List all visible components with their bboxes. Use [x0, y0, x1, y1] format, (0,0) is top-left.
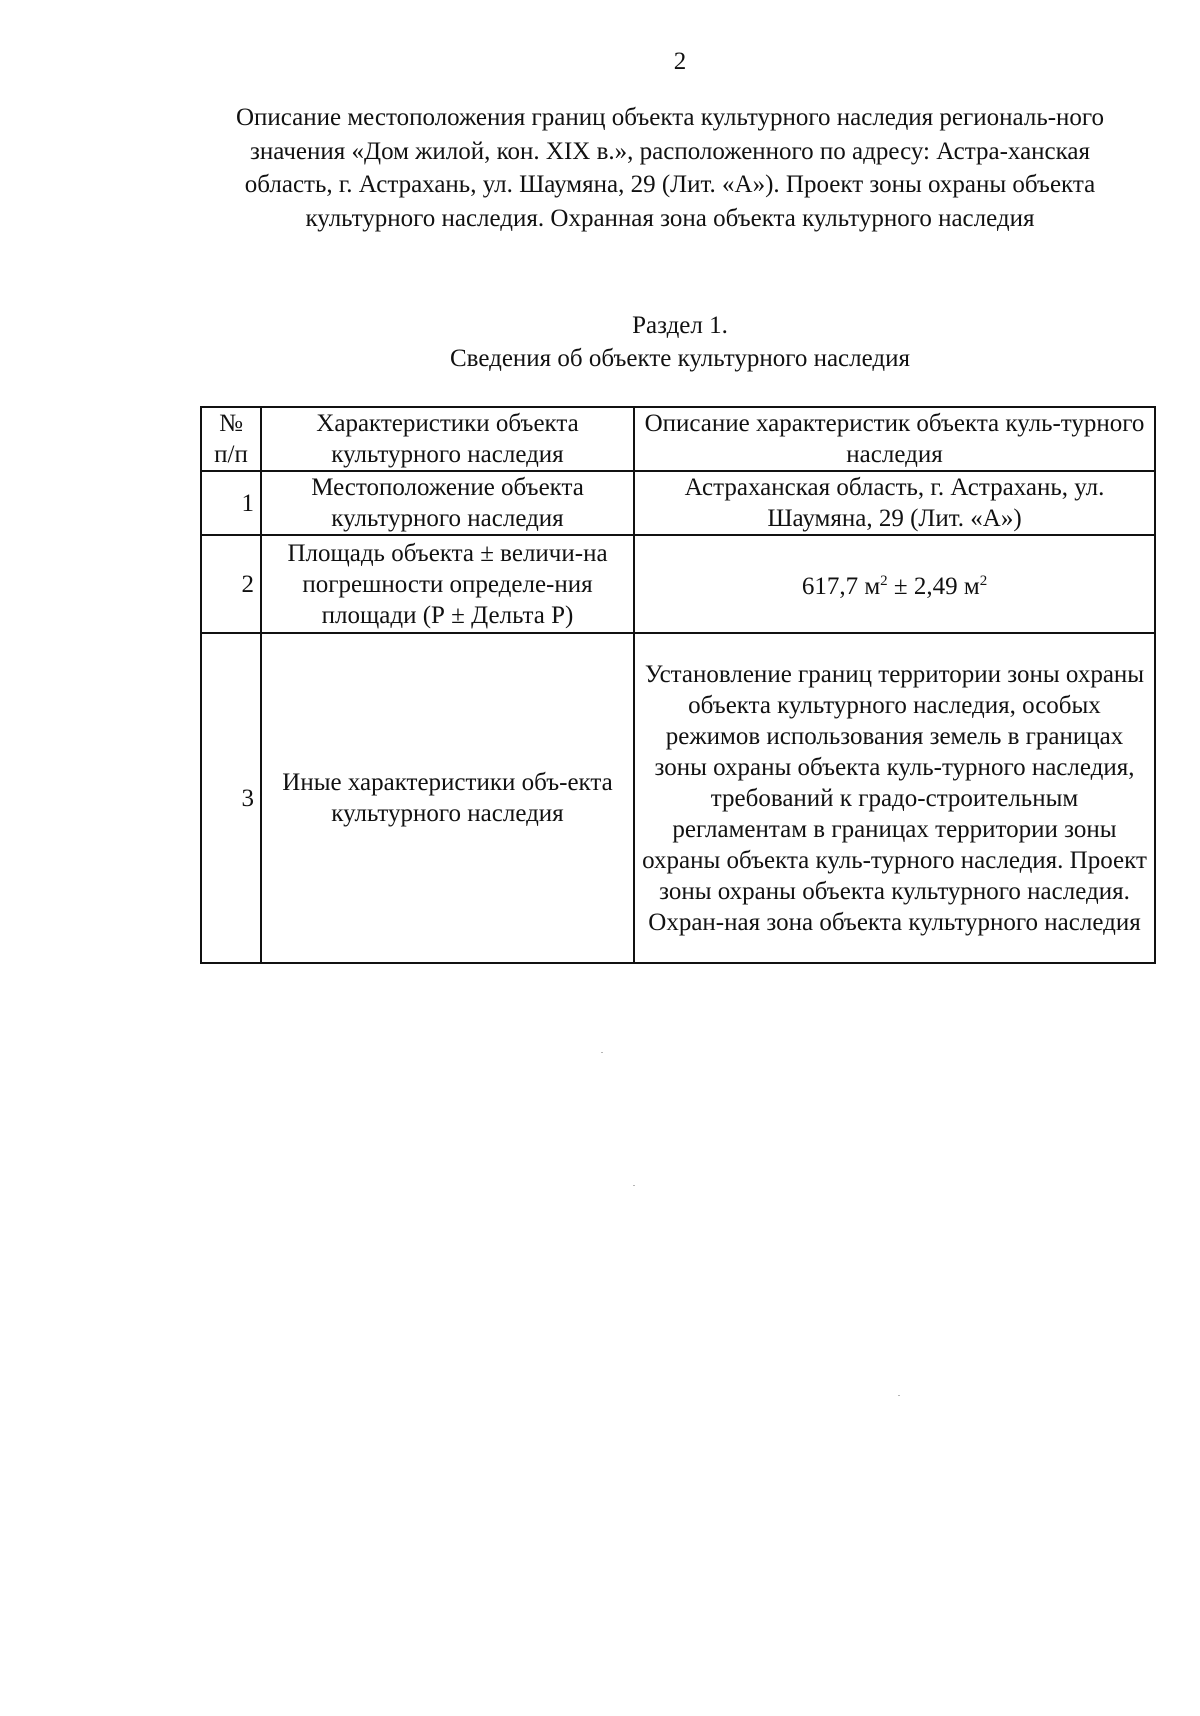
area-error-unit-exponent: 2: [979, 573, 988, 589]
table-row: [201, 471, 1155, 535]
characteristic-cell: Площадь объекта ± величи-на погрешности определе-ния площади (Р ± Дельта Р): [261, 535, 634, 633]
row-num-cell: 3: [201, 633, 261, 963]
row-num-cell: 1: [201, 471, 261, 535]
header-num-cell: № п/п: [201, 407, 261, 471]
heritage-info-table: [200, 406, 1156, 964]
characteristic-cell: Местоположение объекта культурного наследия: [261, 471, 634, 535]
scan-speck: [633, 1185, 635, 1186]
description-cell: Установление границ территории зоны охраны объекта культурного наследия, особых режимов использования земель в границах зоны охраны объекта куль-турного наследия, требований к градо-строительным регламентам в границах территории зоны охраны объекта куль-турного наследия. Проект зоны охраны объекта культурного наследия. Охран-ная зона объекта культурного наследия: [634, 633, 1155, 963]
scan-speck: [898, 1395, 900, 1396]
section-name: Сведения об объекте культурного наследия: [450, 345, 910, 372]
description-cell: Астраханская область, г. Астрахань, ул. Шаумяна, 29 (Лит. «А»): [634, 471, 1155, 535]
table-row: [201, 633, 1155, 963]
section-heading: [200, 309, 1160, 375]
table-row: [201, 535, 1155, 633]
characteristic-cell: Иные характеристики объ-екта культурного наследия: [261, 633, 634, 963]
page-number: 2: [673, 48, 687, 75]
header-description-cell: Описание характеристик объекта куль-турного наследия: [634, 407, 1155, 471]
section-number: Раздел 1.: [632, 312, 728, 339]
row-num-cell: 2: [201, 535, 261, 633]
area-value: 617,7 м: [801, 573, 881, 600]
scan-speck: [601, 1052, 603, 1053]
header-characteristic-cell: Характеристики объекта культурного наследия: [261, 407, 634, 471]
area-value-cell: [634, 535, 1155, 633]
area-error: ± 2,49 м: [887, 573, 980, 600]
table-header-row: [201, 407, 1155, 471]
document-title: Описание местоположения границ объекта культурного наследия региональ-ного значения «Дом жилой, кон. XIX в.», расположенного по адресу: Астра-ханская область, г. Астрахань, ул. Шаумяна, 29 (Лит. «А»). Проект зоны охраны объекта культурного наследия. Охранная зона объекта культурного наследия: [235, 104, 1105, 232]
area-unit-exponent: 2: [880, 573, 888, 589]
